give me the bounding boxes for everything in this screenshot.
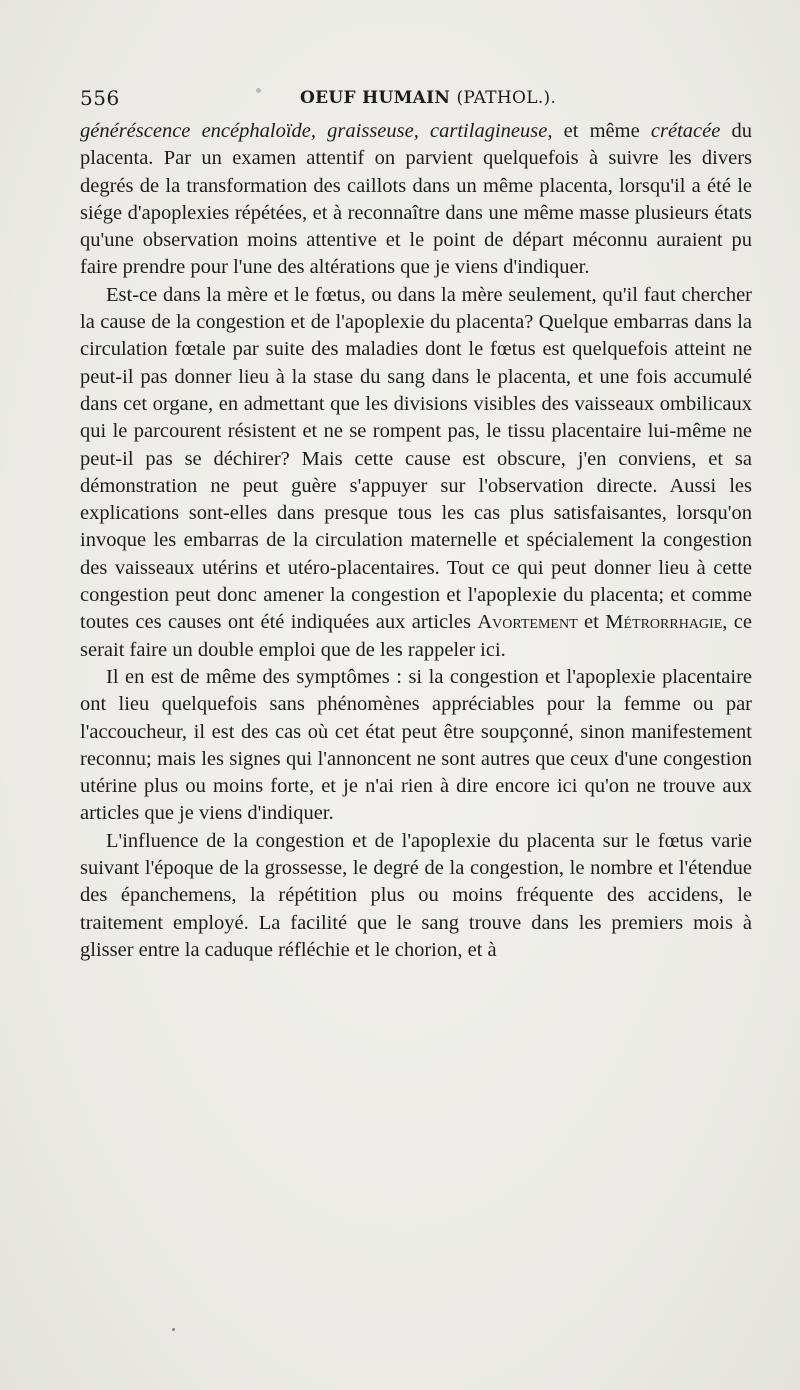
running-title-sub: (PATHOL.). — [456, 88, 557, 108]
italic-terms: généréscence encéphaloïde, graisseuse, cartilagineuse, — [80, 120, 553, 142]
print-speck — [172, 1328, 175, 1331]
paragraph-2-text-before: Est-ce dans la mère et le fœtus, ou dans la mère seulement, qu'il faut chercher la cause de la congestion et de l'apoplexie du placenta? Quelque embarras dans la circulation fœtale par suite des maladies dont le fœtus est quelquefois atteint ne peut-il pas donner lieu à la stase du sang dans le placenta, et une fois accumulé dans cet organe, en admettant que les divisions visibles des vaisseaux ombilicaux qui le parcourent résistent et ne se rompent pas, le tissu placentaire lui-même ne peut-il pas se déchirer? Mais cette cause est obscure, j'en conviens, et sa démonstration ne peut guère s'appuyer sur l'observation directe. Aussi les explications sont-elles dans presque tous les cas plus satisfaisantes, lorsqu'on invoque les embarras de la circulation maternelle et spécialement la congestion des vaisseaux utérins et utéro-placentaires. Tout ce qui peut donner lieu à cette congestion peut donc amener la congestion et l'apoplexie du placenta; et comme toutes ces causes ont été indiquées aux articles — [80, 283, 752, 634]
paragraph-1-rest: du placenta. Par un examen attentif on parvient quelquefois à suivre les divers degrés de la transformation des caillots dans un même placenta, lorsqu'il a été le siége d'apoplexies répétées, et à reconnaître dans une même masse plusieurs états qu'une observation moins attentive et le point de départ méconnu auraient pu faire prendre pour l'une des altérations que je viens d'indiquer. — [80, 120, 752, 279]
running-header — [80, 86, 750, 116]
article-ref-metrorrhagie: Métrorrhagie — [605, 611, 723, 634]
paragraph-2-text-after: , ce serait faire un double emploi que de les rappeler ici. — [80, 611, 752, 661]
print-speck — [256, 88, 261, 93]
paragraph-1 — [80, 118, 752, 282]
running-title — [300, 88, 556, 108]
paragraph-2-text-mid: et — [577, 611, 606, 634]
article-ref-avortement: Avortement — [477, 611, 578, 634]
running-title-main: OEUF HUMAIN — [300, 88, 451, 108]
paragraph-2 — [80, 282, 752, 664]
body-text — [80, 118, 752, 964]
paragraph-3: Il en est de même des symptômes : si la congestion et l'apoplexie placentaire ont lieu quelquefois sans phénomènes appréciables pour la femme ou par l'accoucheur, il est des cas où cet état peut être soupçonné, sinon manifestement reconnu; mais les signes qui l'annoncent ne sont autres que ceux d'une congestion utérine plus ou moins forte, et je n'ai rien à dire encore ici qu'on ne trouve aux articles que je viens d'indiquer. — [80, 665, 752, 825]
paragraph-1-mid: et même — [552, 120, 651, 142]
italic-term-cretacee: crétacée — [650, 120, 721, 142]
paragraph-4: L'influence de la congestion et de l'apoplexie du placenta sur le fœtus varie suivant l'époque de la grossesse, le degré de la congestion, le nombre et l'étendue des épanchemens, la répétition plus ou moins fréquente des accidens, le traitement employé. La facilité que le sang trouve dans les premiers mois à glisser entre la caduque réfléchie et le chorion, et à — [80, 829, 752, 961]
page-number: 556 — [80, 86, 120, 110]
